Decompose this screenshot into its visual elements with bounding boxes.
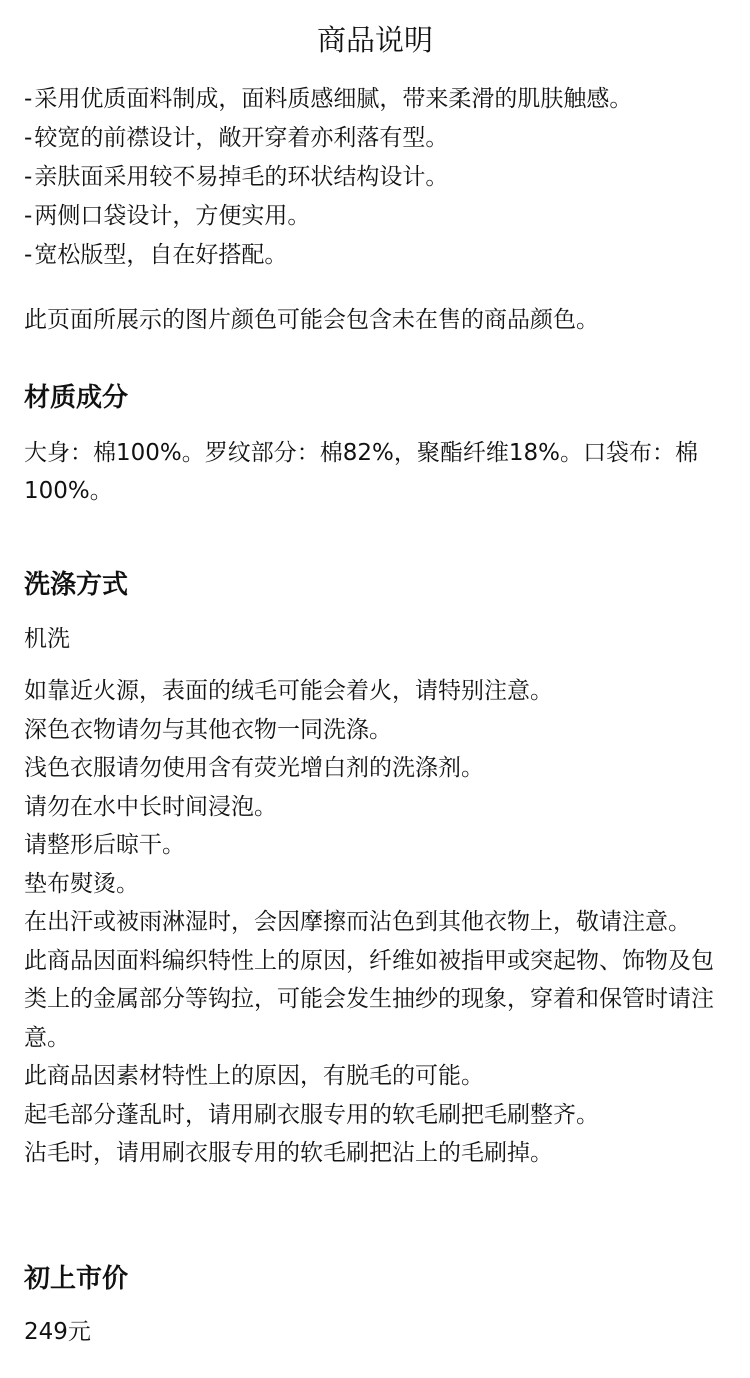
care-note: 起毛部分蓬乱时，请用刷衣服专用的软毛刷把毛刷整齐。 [24, 1101, 599, 1128]
feature-dash: - [24, 164, 33, 190]
feature-text: 较宽的前襟设计，敞开穿着亦利落有型。 [34, 125, 449, 151]
feature-item [24, 158, 734, 197]
care-note: 如靠近火源，表面的绒毛可能会着火，请特别注意。 [24, 678, 553, 704]
care-note: 沾毛时，请用刷衣服专用的软毛刷把沾上的毛刷掉。 [24, 1140, 553, 1166]
care-note: 在出汗或被雨淋湿时，会因摩擦而沾色到其他衣物上，敬请注意。 [24, 909, 691, 935]
care-note: 请勿在水中长时间浸泡。 [24, 793, 277, 820]
feature-text: 亲肤面采用较不易掉毛的环状结构设计。 [34, 164, 449, 190]
feature-list [24, 80, 734, 275]
feature-item [24, 80, 734, 119]
price-value: 249元 [24, 1319, 91, 1345]
care-note: 此商品因面料编织特性上的原因，纤维如被指甲或突起物、饰物及包类上的金属部分等钩拉，可能会发生抽纱的现象，穿着和保管时请注意。 [24, 947, 714, 1051]
feature-dash: - [24, 203, 33, 229]
feature-item [24, 236, 734, 275]
price-heading: 初上市价 [24, 1264, 129, 1294]
washing-heading: 洗涤方式 [24, 570, 129, 600]
care-note: 浅色衣服请勿使用含有荧光增白剂的洗涤剂。 [24, 755, 484, 781]
feature-text: 宽松版型，自在好搭配。 [34, 242, 288, 268]
care-note: 请整形后晾干。 [24, 832, 185, 858]
feature-dash: - [24, 86, 33, 112]
feature-dash: - [24, 242, 33, 268]
material-heading: 材质成分 [24, 383, 129, 413]
care-note: 垫布熨烫。 [24, 870, 139, 897]
feature-dash: - [24, 125, 33, 151]
material-text: 大身：棉100%。罗纹部分：棉82%，聚酯纤维18%。口袋布：棉100%。 [24, 440, 698, 504]
care-note: 深色衣物请勿与其他衣物一同洗涤。 [24, 716, 392, 743]
feature-text: 两侧口袋设计，方便实用。 [34, 203, 311, 229]
washing-method: 机洗 [24, 626, 70, 652]
feature-item [24, 119, 734, 158]
color-notice: 此页面所展示的图片颜色可能会包含未在售的商品颜色。 [24, 307, 599, 333]
feature-item [24, 197, 734, 236]
page-title: 商品说明 [316, 23, 433, 57]
care-notes-list [24, 672, 729, 1173]
care-note: 此商品因素材特性上的原因，有脱毛的可能。 [24, 1063, 484, 1089]
feature-text: 采用优质面料制成，面料质感细腻，带来柔滑的肌肤触感。 [34, 86, 633, 112]
